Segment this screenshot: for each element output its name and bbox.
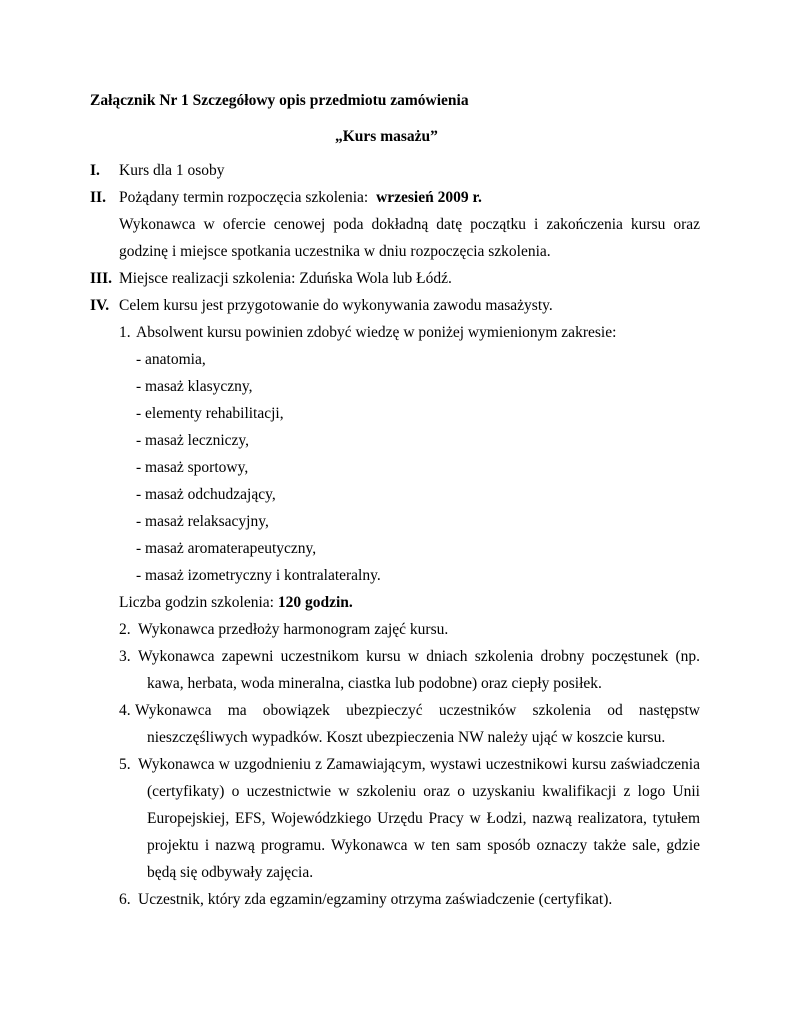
paragraph-line: godzinę i miejsce spotkania uczestnika w dniu rozpoczęcia szkolenia. bbox=[119, 243, 551, 260]
item-text: Absolwent kursu powinien zdobyć wiedzę w poniżej wymienionym zakresie: bbox=[136, 324, 617, 341]
topic-item: - elementy rehabilitacji, bbox=[136, 405, 284, 422]
section-number: II. bbox=[90, 189, 106, 206]
section-text: Kurs dla 1 osoby bbox=[119, 162, 225, 179]
item-number: 6. bbox=[119, 891, 131, 908]
topic-item: - masaż izometryczny i kontralateralny. bbox=[136, 567, 381, 584]
item-text: nieszczęśliwych wypadków. Koszt ubezpieczenia NW należy ująć w koszcie kursu. bbox=[147, 729, 666, 746]
item-text: kawa, herbata, woda mineralna, ciastka lub podobne) oraz ciepły posiłek. bbox=[147, 675, 602, 692]
item-text: Wykonawca ma obowiązek ubezpieczyć uczestników szkolenia od następstw bbox=[135, 702, 700, 719]
section-text: Miejsce realizacji szkolenia: Zduńska Wola lub Łódź. bbox=[119, 270, 452, 287]
item-text: (certyfikaty) o uczestnictwie w szkoleniu oraz o uzyskaniu kwalifikacji z logo Unii bbox=[147, 783, 700, 800]
training-hours-value: 120 godzin. bbox=[277, 594, 353, 611]
training-hours bbox=[119, 593, 353, 613]
topic-item: - masaż sportowy, bbox=[136, 459, 249, 476]
topic-item: - masaż klasyczny, bbox=[136, 378, 253, 395]
item-text: Wykonawca przedłoży harmonogram zajęć kursu. bbox=[138, 621, 449, 638]
item-text: będą się odbywały zajęcia. bbox=[147, 864, 314, 881]
item-text: projektu i nazwą programu. Wykonawca w ten sam sposób oznaczy także sale, gdzie bbox=[147, 837, 700, 854]
section-number: III. bbox=[90, 270, 112, 287]
paragraph-line: Wykonawca w ofercie cenowej poda dokładną datę początku i zakończenia kursu oraz bbox=[119, 216, 700, 233]
section-text: Celem kursu jest przygotowanie do wykonywania zawodu masażysty. bbox=[119, 297, 553, 314]
topic-item: - masaż odchudzający, bbox=[136, 486, 276, 503]
item-number: 1. bbox=[119, 324, 131, 341]
item-number: 5. bbox=[119, 756, 131, 773]
item-text: Europejskiej, EFS, Wojewódzkiego Urzędu Pracy w Łodzi, nazwą realizatora, tytułem bbox=[147, 810, 700, 827]
topic-item: - anatomia, bbox=[136, 351, 206, 368]
topic-item: - masaż leczniczy, bbox=[136, 432, 250, 449]
training-hours-label: Liczba godzin szkolenia: bbox=[119, 594, 274, 611]
document-title: Załącznik Nr 1 Szczegółowy opis przedmiotu zamówienia bbox=[90, 92, 469, 109]
item-text: Wykonawca zapewni uczestnikom kursu w dniach szkolenia drobny poczęstunek (np. bbox=[138, 648, 700, 665]
start-date: wrzesień 2009 r. bbox=[376, 189, 482, 206]
section-text bbox=[119, 188, 482, 208]
section-text-label: Pożądany termin rozpoczęcia szkolenia: bbox=[119, 189, 369, 206]
section-number: I. bbox=[90, 162, 100, 179]
item-text: Wykonawca w uzgodnieniu z Zamawiającym, wystawi uczestnikowi kursu zaświadczenia bbox=[138, 756, 700, 773]
section-number: IV. bbox=[90, 297, 110, 314]
document-subtitle: „Kurs masażu” bbox=[335, 128, 438, 145]
item-number: 3. bbox=[119, 648, 131, 665]
topic-item: - masaż relaksacyjny, bbox=[136, 513, 269, 530]
item-number: 2. bbox=[119, 621, 131, 638]
item-text: Uczestnik, który zda egzamin/egzaminy otrzyma zaświadczenie (certyfikat). bbox=[138, 891, 613, 908]
topic-item: - masaż aromaterapeutyczny, bbox=[136, 540, 317, 557]
item-number: 4. bbox=[119, 702, 131, 719]
